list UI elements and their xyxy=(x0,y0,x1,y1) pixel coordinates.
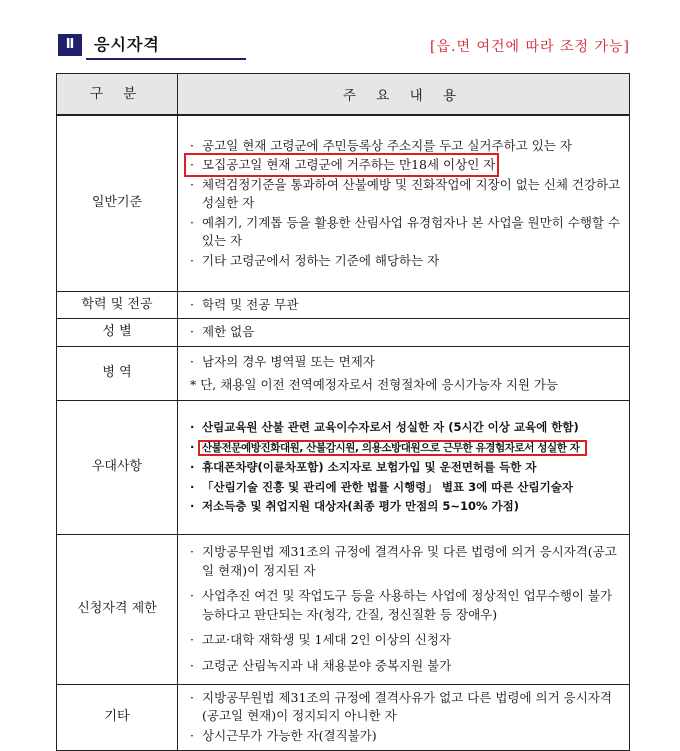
list-item: · 저소득층 및 취업지원 대상자(최종 평가 만점의 5~10% 가점) xyxy=(190,499,519,514)
table-row xyxy=(57,400,630,534)
list-item: · 사업추진 여건 및 작업도구 등을 사용하는 사업에 정상적인 업무수행이 불가능하다고 판단되는 자(청각, 간질, 정신질환 등 장애우) xyxy=(190,588,613,622)
list-item: · 산림교육원 산불 관련 교육이수자로서 성실한 자 (5시간 이상 교육에 한함) xyxy=(190,420,579,435)
section-underline xyxy=(86,58,246,60)
table-header-row xyxy=(57,74,630,116)
table-row xyxy=(57,291,630,319)
list-item: · 지방공무원법 제31조의 규정에 결격사유 및 다른 법령에 의거 응시자격(공고일 현재)이 정지된 자 xyxy=(190,544,617,578)
item-list xyxy=(188,543,621,675)
table-row xyxy=(57,319,630,347)
section-header xyxy=(58,30,630,62)
table-row xyxy=(57,684,630,750)
list-item-highlighted: · 모집공고일 현재 고령군에 거주하는 만18세 이상인 자 xyxy=(188,156,621,175)
section-number-badge: Ⅱ xyxy=(58,34,82,56)
list-item: · 고교·대학 재학생 및 1세대 2인 이상의 신청자 xyxy=(190,632,451,647)
list-item-highlighted: · 산불전문예방진화대원, 산불감시원, 의용소방대원으로 근무한 유경험자로서 성실한 자 xyxy=(190,439,580,454)
row-category: 우대사항 xyxy=(57,400,178,534)
row-category: 병 역 xyxy=(57,346,178,400)
item-list xyxy=(188,323,621,342)
list-item: · 제한 없음 xyxy=(190,324,255,339)
row-category: 일반기준 xyxy=(57,115,178,291)
list-item: · 공고일 현재 고령군에 주민등록상 주소지를 두고 실거주하고 있는 자 xyxy=(190,137,572,153)
row-category: 학력 및 전공 xyxy=(57,291,178,319)
row-category: 신청자격 제한 xyxy=(57,534,178,684)
list-item: · 남자의 경우 병역필 또는 면제자 xyxy=(190,353,375,369)
list-item: · 학력 및 전공 무관 xyxy=(190,296,299,312)
item-list xyxy=(188,418,621,516)
item-list xyxy=(188,137,621,271)
row-category: 기타 xyxy=(57,684,178,750)
item-list xyxy=(188,353,621,372)
table-row xyxy=(57,115,630,291)
header-content: 주 요 내 용 xyxy=(178,74,630,116)
list-item: · 고령군 산림녹지과 내 채용분야 중복지원 불가 xyxy=(190,657,452,673)
list-item: · 체력검정기준을 통과하여 산불예방 및 진화작업에 지장이 없는 신체 건강하고 성실한 자 xyxy=(190,176,621,210)
section-title: 응시자격 xyxy=(94,35,160,54)
eligibility-table xyxy=(56,73,630,751)
list-item: · 상시근무가 가능한 자(결직불가) xyxy=(190,727,377,743)
header-category: 구 분 xyxy=(57,74,178,116)
list-item: · 예취기, 기계톱 등을 활용한 산림사업 유경험자나 본 사업을 원만히 수행할 수 있는 자 xyxy=(190,214,621,248)
table-row xyxy=(57,346,630,400)
list-item: · 휴대폰차량(이륜차포함) 소지자로 보험가입 및 운전면허를 득한 자 xyxy=(190,460,537,475)
item-list xyxy=(188,689,621,746)
military-note: * 단, 채용일 이전 전역예정자로서 전형절차에 응시가능자 지원 가능 xyxy=(190,377,559,393)
list-item: · 「산림기술 진흥 및 관리에 관한 법률 시행령」 별표 3에 따른 산림기술자 xyxy=(190,479,573,494)
list-item: · 기타 고령군에서 정하는 기준에 해당하는 자 xyxy=(190,252,440,268)
table-row xyxy=(57,534,630,684)
section-note: [읍.면 여건에 따라 조정 가능] xyxy=(430,39,630,55)
list-item: · 지방공무원법 제31조의 규정에 결격사유가 없고 다른 법령에 의거 응시자격(공고일 현재)이 정지되지 아니한 자 xyxy=(190,689,612,724)
item-list xyxy=(188,296,621,315)
row-category: 성 별 xyxy=(57,319,178,347)
